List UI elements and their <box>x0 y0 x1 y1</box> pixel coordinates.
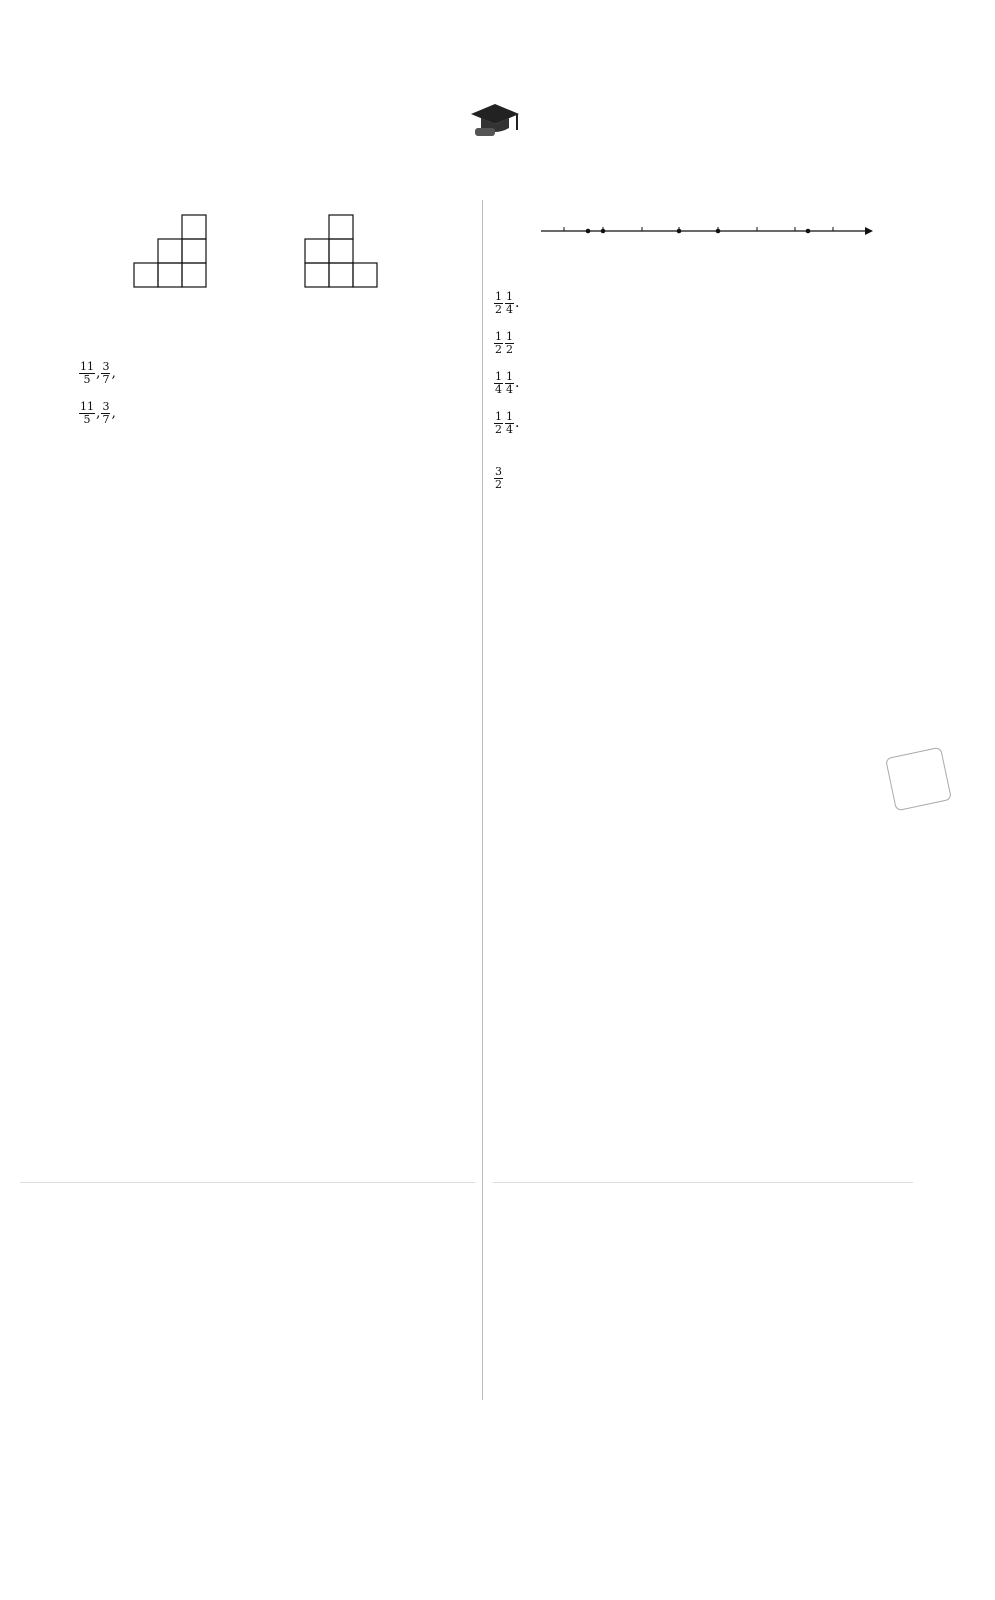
fraction: $\frac{1}{2}$ <box>495 289 502 316</box>
fraction: $\frac{1}{4}$ <box>506 409 513 436</box>
left-column <box>60 195 478 433</box>
figure-14-views <box>60 211 478 329</box>
answer-line: $\frac{1}{2}$ $\frac{1}{4}$ . <box>495 289 520 316</box>
page-header <box>0 100 995 140</box>
answer-line <box>493 459 913 497</box>
fraction: $\frac{1}{2}$ <box>495 409 502 436</box>
right-column <box>493 195 913 497</box>
answer-line: $\frac{11}{5}$ , $\frac{3}{7}$ , <box>80 359 116 386</box>
fraction: $\frac{1}{4}$ <box>495 369 502 396</box>
answer-line: $\frac{1}{2}$ $\frac{1}{4}$ . <box>495 409 520 436</box>
answer-line <box>493 323 913 363</box>
divider-left <box>20 1182 475 1183</box>
stamp-text <box>889 760 943 771</box>
fraction: $\frac{1}{2}$ <box>495 329 502 356</box>
fraction: $\frac{1}{2}$ <box>506 329 513 356</box>
number-line-figure <box>493 195 913 283</box>
stamp-image <box>885 747 952 812</box>
divider-right <box>493 1182 913 1183</box>
fraction: $\frac{3}{2}$ <box>495 464 502 491</box>
fraction: $\frac{11}{5}$ <box>80 399 94 426</box>
fraction: $\frac{3}{7}$ <box>102 399 110 426</box>
fraction: $\frac{1}{4}$ <box>506 289 513 316</box>
fraction: $\frac{3}{7}$ <box>102 359 110 386</box>
answer-line: $\frac{1}{4}$ $\frac{1}{4}$ . <box>495 369 520 396</box>
fraction: $\frac{11}{5}$ <box>80 359 94 386</box>
fraction: $\frac{1}{4}$ <box>506 369 513 396</box>
number-line <box>493 195 913 261</box>
cube-views-drawing <box>60 211 478 301</box>
graduation-cap-icon <box>467 100 523 140</box>
answer-line: $\frac{11}{5}$ , $\frac{3}{7}$ , <box>80 399 116 426</box>
column-divider <box>482 200 483 1400</box>
